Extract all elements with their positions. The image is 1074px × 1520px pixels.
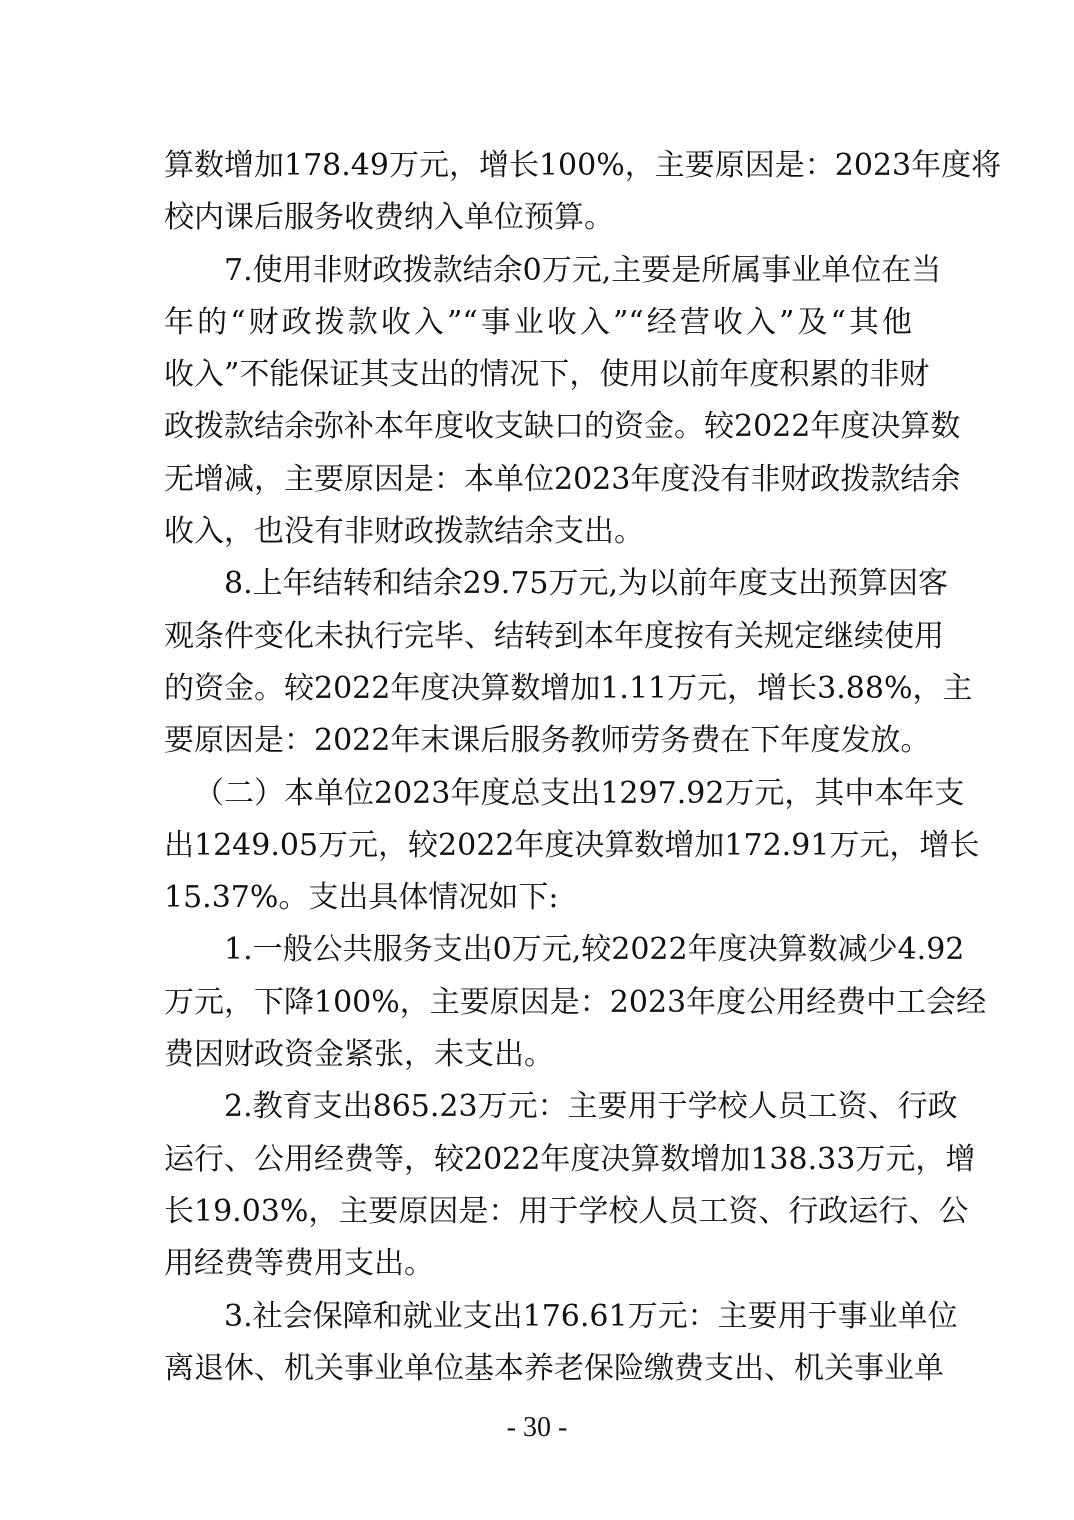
- text-line: 万元，下降100%，主要原因是：2023年度公用经费中工会经: [164, 984, 987, 1020]
- page-number: - 30 -: [506, 1412, 568, 1443]
- text-line: 观条件变化未执行完毕、结转到本年度按有关规定继续使用: [164, 618, 944, 654]
- text-line: 收入”不能保证其支出的情况下，使用以前年度积累的非财: [164, 357, 930, 393]
- text-line: 长19.03%，主要原因是：用于学校人员工资、行政运行、公: [164, 1193, 969, 1229]
- section-heading-line: （二）本单位2023年度总支出1297.92万元，其中本年支: [194, 775, 965, 811]
- text-line: 15.37%。支出具体情况如下:: [164, 880, 559, 916]
- text-line: 收入，也没有非财政拨款结余支出。: [164, 514, 644, 550]
- text-line: 2.教育支出865.23万元：主要用于学校人员工资、行政: [224, 1089, 958, 1125]
- text-line: 政拨款结余弥补本年度收支缺口的资金。较2022年度决算数: [164, 409, 961, 445]
- text-line: 费因财政资金紧张，未支出。: [164, 1037, 554, 1073]
- document-body: [164, 140, 1002, 1395]
- text-line: 年的“财政拨款收入”“事业收入”“经营收入”及“其他: [164, 304, 912, 340]
- text-line: 用经费等费用支出。: [164, 1246, 434, 1282]
- text-line: 要原因是：2022年末课后服务教师劳务费在下年度发放。: [164, 723, 931, 759]
- text-line: 1.一般公共服务支出0万元,较2022年度决算数减少4.92: [224, 932, 965, 968]
- text-line: 7.使用非财政拨款结余0万元,主要是所属事业单位在当: [224, 252, 942, 288]
- text-line: 运行、公用经费等，较2022年度决算数增加138.33万元，增: [164, 1141, 976, 1177]
- text-line: 离退休、机关事业单位基本养老保险缴费支出、机关事业单: [164, 1350, 944, 1386]
- text-line: 出1249.05万元，较2022年度决算数增加172.91万元，增长: [164, 827, 980, 863]
- text-line: 3.社会保障和就业支出176.61万元：主要用于事业单位: [224, 1298, 958, 1334]
- text-line: 算数增加178.49万元，增长100%，主要原因是：2023年度将: [164, 148, 1002, 183]
- text-line: 校内课后服务收费纳入单位预算。: [164, 200, 614, 236]
- text-line: 的资金。较2022年度决算数增加1.11万元，增长3.88%，主: [164, 670, 973, 706]
- text-line: 8.上年结转和结余29.75万元,为以前年度支出预算因客: [224, 566, 949, 602]
- text-line: 无增减，主要原因是：本单位2023年度没有非财政拨款结余: [164, 461, 961, 497]
